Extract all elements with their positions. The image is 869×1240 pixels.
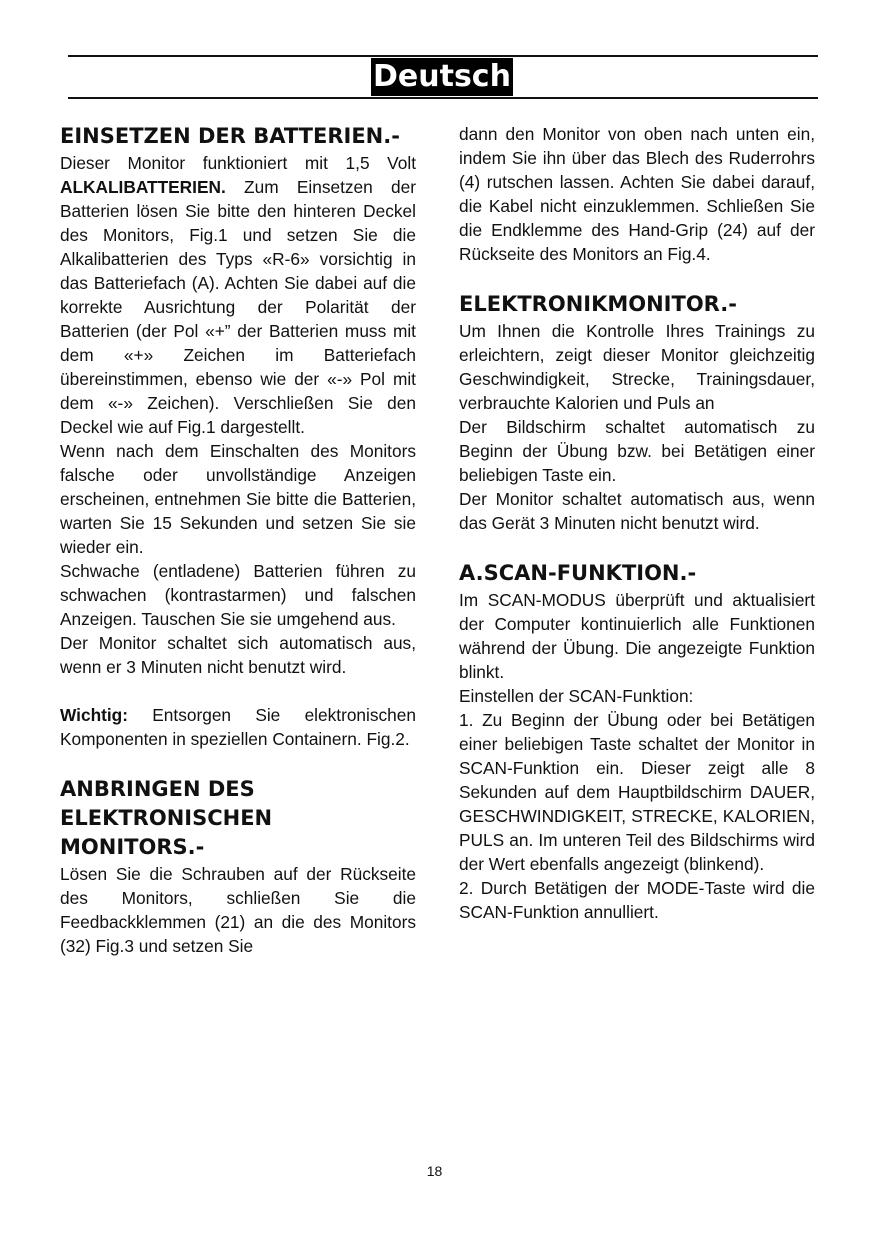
paragraph-scan-step-2: 2. Durch Betätigen der MODE-Taste wird die SCAN-Funktion annulliert. — [459, 878, 815, 922]
paragraph-scan-setup: Einstellen der SCAN-Funktion: — [459, 686, 694, 706]
page-number: 18 — [426, 1163, 443, 1179]
keyword-alkali: ALKALIBATTERIEN. — [60, 177, 226, 197]
paragraph-monitor-functions: Um Ihnen die Kontrolle Ihres Trainings zu erleichtern, zeigt dieser Monitor gleichzeitig Geschwindigkeit, Strecke, Trainingsdauer, verbrauchte Kalorien und Puls an — [459, 321, 815, 413]
paragraph-screen-off: Der Monitor schaltet automatisch aus, wenn das Gerät 3 Minuten nicht benutzt wird. — [459, 489, 815, 533]
language-label: Deutsch — [373, 59, 511, 94]
paragraph-batteries-intro — [60, 151, 416, 439]
left-column — [60, 122, 416, 958]
spacer — [60, 679, 416, 703]
text-run: Entsorgen Sie elektronischen Komponenten in speziellen Containern. Fig.2. — [60, 705, 416, 749]
paragraph-scan-mode: Im SCAN-MODUS überprüft und aktualisiert der Computer kontinuierlich alle Funktionen während der Übung. Die angezeigte Funktion blinkt. — [459, 590, 815, 682]
heading-scan-function: A.SCAN-FUNKTION.- — [459, 561, 697, 585]
paragraph-screen-on: Der Bildschirm schaltet automatisch zu Beginn der Übung bzw. bei Betätigen einer beliebigen Taste ein. — [459, 417, 815, 485]
text-run: Zum Einsetzen der Batterien lösen Sie bitte den hinteren Deckel des Monitors, Fig.1 und setzen Sie die Alkalibatterien des Typs «R-6» vorsichtig in das Batteriefach (A). Achten Sie dabei auf die korrekte Ausrichtung der Polarität der Batterien (der Pol «+” der Batterien muss mit dem «+» Zeichen im Batteriefach übereinstimmen, ebenso wie der «-» Pol mit dem «-» Zeichen). Verschließen Sie den Deckel wie auf Fig.1 dargestellt. — [60, 177, 416, 437]
spacer — [459, 266, 815, 290]
paragraph-important — [60, 703, 416, 751]
paragraph-weak-batteries: Schwache (entladene) Batterien führen zu schwachen (kontrastarmen) und falschen Anzeigen. Tauschen Sie sie umgehend aus. — [60, 561, 416, 629]
paragraph-mounting-continued: dann den Monitor von oben nach unten ein, indem Sie ihn über das Blech des Ruderrohrs (4) rutschen lassen. Achten Sie dabei darauf, die Kabel nicht einzuklemmen. Schließen Sie die Endklemme des Hand-Grip (24) auf der Rückseite des Monitors an Fig.4. — [459, 124, 815, 264]
keyword-important: Wichtig: — [60, 705, 128, 725]
right-column — [459, 122, 815, 924]
paragraph-mounting: Lösen Sie die Schrauben auf der Rückseite des Monitors, schließen Sie die Feedbackklemmen (21) an die des Monitors (32) Fig.3 und setzen Sie — [60, 864, 416, 956]
spacer — [459, 535, 815, 559]
heading-electronic-monitor: ELEKTRONIKMONITOR.- — [459, 292, 737, 316]
paragraph-wrong-display: Wenn nach dem Einschalten des Monitors falsche oder unvollständige Anzeigen erscheinen, entnehmen Sie bitte die Batterien, warten Sie 15 Sekunden und setzen Sie sie wieder ein. — [60, 441, 416, 557]
text-run: Dieser Monitor funktioniert mit 1,5 Volt — [60, 153, 416, 173]
spacer — [60, 751, 416, 775]
header-rule-bottom — [68, 97, 818, 99]
heading-mounting: ANBRINGEN DES ELEKTRONISCHEN MONITORS.- — [60, 777, 273, 859]
paragraph-auto-off: Der Monitor schaltet sich automatisch aus, wenn er 3 Minuten nicht benutzt wird. — [60, 633, 416, 677]
heading-batteries: EINSETZEN DER BATTERIEN.- — [60, 124, 400, 148]
paragraph-scan-step-1: 1. Zu Beginn der Übung oder bei Betätigen einer beliebigen Taste schaltet der Monitor in SCAN-Funktion ein. Dieser zeigt alle 8 Sekunden auf dem Hauptbildschirm DAUER, GESCHWINDIGKEIT, STRECKE, KALORIEN, PULS an. Im unteren Teil des Bildschirms wird der Wert ebenfalls angezeigt (blinkend). — [459, 710, 815, 874]
header-rule-top — [68, 55, 818, 57]
